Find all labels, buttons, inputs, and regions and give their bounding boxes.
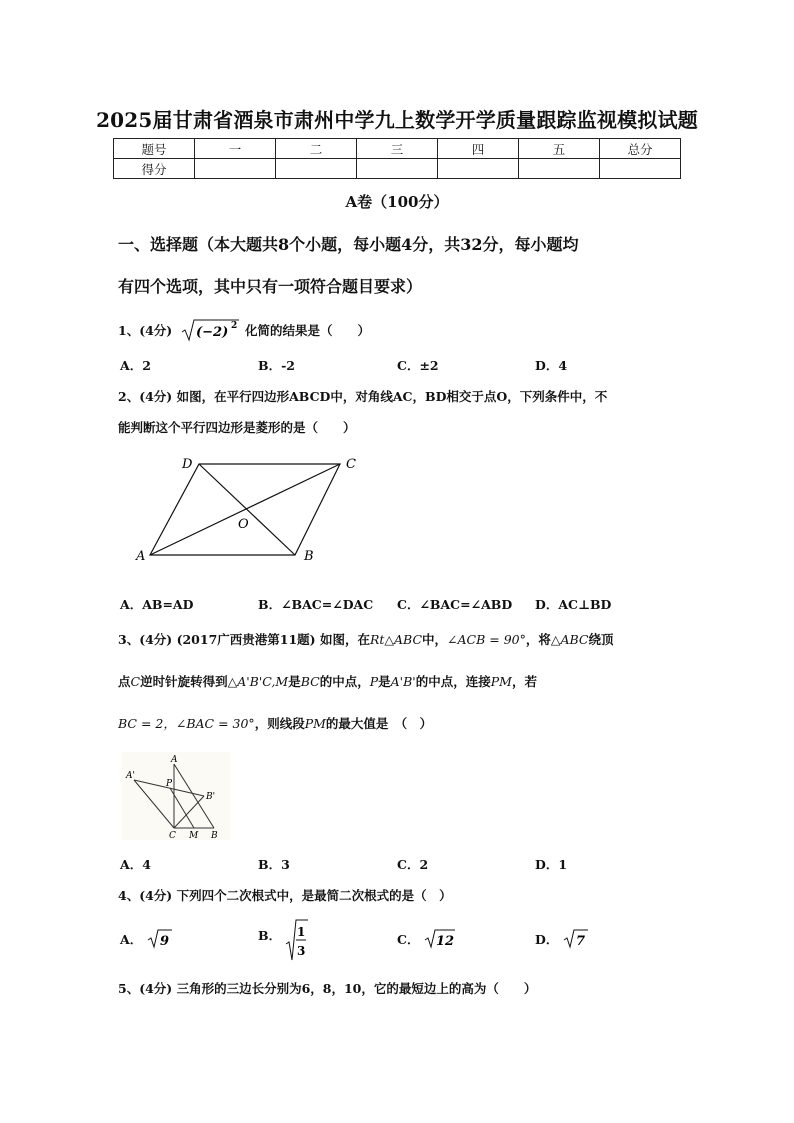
svg-text:3: 3: [297, 944, 306, 958]
q3-text: 的中点，连接: [415, 674, 491, 689]
score-table-header-row: [114, 139, 681, 159]
q3-text: ，若: [511, 674, 537, 689]
q3-math: P: [369, 674, 379, 689]
question-1: [118, 318, 370, 342]
q2-option-b[interactable]: B．∠BAC=∠DAC: [258, 597, 374, 612]
score-cell[interactable]: [276, 159, 357, 179]
q3-text: 的中点，: [319, 674, 370, 689]
label-m: M: [189, 831, 199, 840]
diagonal-bd: [199, 464, 295, 555]
q3-text: 逆时针旋转得到: [140, 674, 228, 689]
q1-option-d[interactable]: D．4: [535, 358, 568, 373]
q2-option-c[interactable]: C．∠BAC=∠ABD: [397, 597, 513, 612]
sqrt-radicand: (−2): [195, 325, 228, 340]
q2-option-a[interactable]: A．AB=AD: [120, 597, 194, 612]
q3-option-d[interactable]: D．1: [535, 857, 568, 872]
score-header-cell: 五: [519, 139, 600, 159]
q3-math: PM: [304, 716, 326, 731]
section-a-heading: A卷（100分）: [345, 193, 449, 211]
diagonal-ac: [150, 464, 340, 555]
q4-option-d[interactable]: [535, 928, 589, 950]
q1-option-c[interactable]: C．±2: [397, 358, 439, 373]
svg-text:1: 1: [297, 925, 306, 939]
q3-text: 3、(4分) (2017广西贵港第11题) 如图，在: [118, 632, 370, 647]
label-b-prime: B': [206, 792, 216, 802]
q3-option-b[interactable]: B．3: [258, 857, 290, 872]
score-cell[interactable]: [438, 159, 519, 179]
q3-math: C: [130, 674, 141, 689]
q3-text: 中，: [422, 632, 448, 647]
score-cell[interactable]: [195, 159, 276, 179]
q3-text: ，则线段: [254, 716, 305, 731]
q3-math: BC = 2，∠BAC = 30°: [118, 716, 255, 731]
label-c: C: [346, 457, 356, 472]
sqrt-expression: [181, 318, 241, 342]
score-cell[interactable]: [600, 159, 681, 179]
q1-option-b[interactable]: B．-2: [258, 358, 295, 373]
q3-option-c[interactable]: C．2: [397, 857, 429, 872]
label-d: D: [182, 457, 193, 472]
label-a: A: [136, 549, 146, 564]
q4-option-a[interactable]: [120, 928, 173, 950]
question-2-line1: 2、(4分) 如图，在平行四边形ABCD中，对角线AC，BD相交于点O，下列条件中，不: [118, 389, 608, 404]
section-1-heading-line1: 一、选择题（本大题共8个小题，每小题4分，共32分，每小题均: [118, 235, 579, 254]
q3-text: 点: [118, 674, 131, 689]
q3-math: △ABC: [550, 632, 589, 647]
label-a: A: [171, 755, 178, 765]
q3-text: ，将: [525, 632, 551, 647]
score-cell[interactable]: [357, 159, 438, 179]
q3-math: A'B': [390, 674, 416, 689]
label-c: C: [169, 831, 176, 840]
score-table-row: [114, 159, 681, 179]
q3-math: ∠ACB = 90°: [447, 632, 526, 647]
score-header-cell: 题号: [114, 139, 195, 159]
q4-option-a-label: A．: [120, 932, 143, 947]
q3-math: PM: [490, 674, 512, 689]
q4-option-c-label: C．: [397, 932, 420, 947]
q4-option-d-label: D．: [535, 932, 559, 947]
question-2-line2: 能判断这个平行四边形是菱形的是（ ）: [118, 420, 356, 435]
label-o: O: [238, 517, 249, 532]
sqrt-12: [424, 928, 456, 950]
q1-option-a[interactable]: A．2: [120, 358, 151, 373]
q3-text: 是: [288, 674, 301, 689]
sqrt-one-third: [285, 918, 309, 962]
label-b: B: [304, 549, 314, 564]
q2-option-d[interactable]: D．AC⊥BD: [535, 597, 612, 612]
score-row-label: 得分: [114, 159, 195, 179]
svg-text:7: 7: [575, 934, 585, 949]
question-3-line2: [118, 672, 537, 690]
label-b: B: [211, 831, 218, 840]
q3-math: △A'B'C,M: [227, 674, 289, 689]
question-5: 5、(4分) 三角形的三边长分别为6，8，10，它的最短边上的高为（ ）: [118, 981, 537, 996]
sqrt-9: [147, 928, 173, 950]
label-a-prime: A': [126, 771, 135, 781]
score-header-cell: 总分: [600, 139, 681, 159]
question-3-line3: [118, 714, 432, 732]
svg-text:12: 12: [435, 934, 454, 949]
sqrt-7: [563, 928, 589, 950]
score-table: [113, 138, 681, 179]
q4-option-b[interactable]: [258, 918, 309, 962]
question-1-suffix: 化简的结果是（ ）: [244, 323, 370, 338]
label-p: P: [166, 779, 173, 789]
radical-sign-icon: [181, 318, 241, 342]
score-cell[interactable]: [519, 159, 600, 179]
score-header-cell: 四: [438, 139, 519, 159]
q3-text: 绕顶: [588, 632, 614, 647]
rotation-figure: [122, 752, 230, 840]
section-1-heading-line2: 有四个选项，其中只有一项符合题目要求）: [118, 277, 423, 296]
sqrt-exponent: 2: [230, 321, 237, 331]
q4-option-c[interactable]: [397, 928, 456, 950]
q3-option-a[interactable]: A．4: [120, 857, 151, 872]
parallelogram-figure: [128, 452, 368, 564]
svg-text:9: 9: [159, 934, 169, 949]
exam-title: 2025届甘肃省酒泉市肃州中学九上数学开学质量跟踪监视模拟试题: [96, 108, 698, 132]
question-1-prefix: 1、(4分): [118, 323, 173, 338]
q3-text: 的最大值是 （ ）: [325, 716, 433, 731]
q3-math: Rt△ABC: [369, 632, 423, 647]
question-4: 4、(4分) 下列四个二次根式中，是最简二次根式的是（ ）: [118, 888, 452, 903]
question-3-line1: [118, 630, 614, 648]
score-header-cell: 一: [195, 139, 276, 159]
score-header-cell: 三: [357, 139, 438, 159]
score-header-cell: 二: [276, 139, 357, 159]
q4-option-b-label: B．: [258, 928, 282, 943]
q3-text: 是: [378, 674, 391, 689]
q3-math: BC: [300, 674, 320, 689]
